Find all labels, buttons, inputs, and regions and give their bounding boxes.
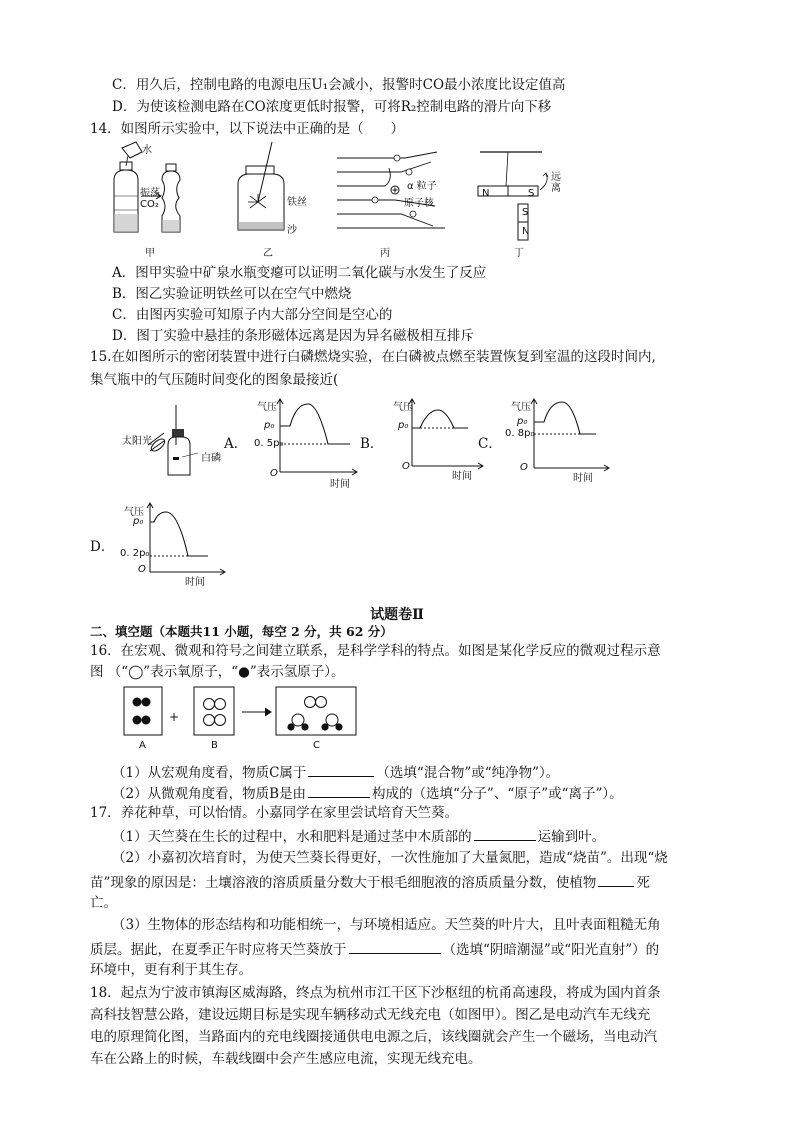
magnet-n1: N bbox=[482, 188, 490, 199]
figure-yi-iron-wire bbox=[228, 140, 318, 240]
caption-bing: 丙 bbox=[380, 248, 390, 259]
q17-blank-2[interactable] bbox=[598, 872, 634, 887]
magnet-s1: S bbox=[528, 188, 535, 199]
label-iron: 铁丝 bbox=[287, 197, 307, 208]
graph-c-p0: p₀ bbox=[517, 416, 528, 427]
q16-subq-1 bbox=[112, 762, 559, 782]
q16-blank-1[interactable] bbox=[308, 762, 374, 777]
graph-a-xlabel: 时间 bbox=[330, 479, 350, 490]
q16-blank-2[interactable] bbox=[308, 783, 370, 798]
q13-option-c: C．用久后，控制电路的电源电压U₁会减小，报警时CO最小浓度比设定值高 bbox=[112, 77, 566, 93]
q15-option-a-label: A． bbox=[224, 436, 248, 452]
caption-jia: 甲 bbox=[145, 248, 155, 259]
q15-option-d-label: D． bbox=[90, 539, 115, 555]
q15-stem-1: 15.在如图所示的密闭装置中进行白磷燃烧实验，在白磷被点燃至装置恢复到室温的这段时间内, bbox=[90, 349, 656, 365]
graph-d-xlabel: 时间 bbox=[185, 577, 205, 588]
q16-subq-2-text-a: （2）从微观角度看，物质B是由 bbox=[112, 786, 307, 802]
part2-title: 试题卷Ⅱ bbox=[370, 607, 424, 623]
label-alpha: α 粒子 bbox=[407, 181, 437, 192]
q14-option-d: D．图丁实验中悬挂的条形磁体远离是因为异名磁极相互排斥 bbox=[112, 328, 474, 344]
q17-subq-2-line2 bbox=[90, 872, 650, 892]
q16-plus: + bbox=[169, 710, 180, 724]
q17-subq-1-text-a: （1）天竺葵在生长的过程中，水和肥料是通过茎中木质部的 bbox=[112, 829, 472, 845]
magnet-s2: S bbox=[522, 207, 529, 218]
graph-a-origin: O bbox=[270, 468, 278, 479]
q18-line-3: 电的原理简化图，当路面内的充电线圈接通供电电源之后，该线圈就会产生一个磁场，当电动汽 bbox=[90, 1029, 657, 1045]
q16-subq-2-text-b: 构成的（选填“分子”、“原子”或“离子”）。 bbox=[372, 786, 623, 802]
q17-blank-3[interactable] bbox=[349, 939, 441, 954]
caption-ding: 丁 bbox=[514, 248, 524, 259]
part2-header: 二、填空题（本题共11 小题，每空 2 分，共 62 分） bbox=[90, 624, 393, 639]
graph-a-p0: p₀ bbox=[264, 420, 275, 431]
graph-c-xlabel: 时间 bbox=[573, 473, 593, 484]
q17-subq-2-line3: 亡。 bbox=[90, 895, 117, 911]
graph-b-p0: p₀ bbox=[398, 420, 409, 431]
graph-c-origin: O bbox=[520, 462, 528, 473]
q16-stem-2: 图 （“◯”表示氧原子，“●”表示氢原子）。 bbox=[90, 664, 345, 680]
caption-yi: 乙 bbox=[263, 248, 273, 259]
graph-a-end-value: 0. 5p₀ bbox=[254, 438, 284, 449]
label-sunlight: 太阳光 bbox=[122, 436, 152, 447]
q15-stem-2: 集气瓶中的气压随时间变化的图象最接近( bbox=[90, 372, 339, 388]
label-water: 水 bbox=[142, 145, 152, 156]
graph-d-end-value: 0. 2p₀ bbox=[120, 548, 150, 559]
q17-subq-2-line1: （2）小嘉初次培育时，为使天竺葵长得更好，一次性施加了大量氮肥，造成“烧苗”。出现“烧 bbox=[112, 850, 668, 866]
q16-stem-1: 16．在宏观、微观和符号之间建立联系，是科学学科的特点。如图是某化学反应的微观过程示意 bbox=[90, 643, 661, 659]
q16-label-b: B bbox=[211, 740, 218, 751]
q14-stem: 14．如图所示实验中，以下说法中正确的是（ ） bbox=[90, 121, 405, 137]
graph-d-p0: p₀ bbox=[133, 516, 144, 527]
graph-d-origin: O bbox=[138, 564, 146, 575]
q15-option-b-label: B． bbox=[360, 436, 384, 452]
q14-option-a: A．图甲实验中矿泉水瓶变瘪可以证明二氧化碳与水发生了反应 bbox=[112, 265, 487, 281]
q17-subq-3-text-b: 质层。据此，在夏季正午时应将天竺葵放于 bbox=[90, 942, 347, 958]
graph-b-origin: O bbox=[402, 461, 410, 472]
label-nucleus: 原子核 bbox=[404, 198, 434, 209]
q16-label-a: A bbox=[139, 740, 146, 751]
label-co2: CO₂ bbox=[140, 199, 159, 210]
q13-option-d: D．为使该检测电路在CO浓度更低时报警，可将R₂控制电路的滑片向下移 bbox=[112, 99, 552, 115]
q17-subq-2-text-c: 死 bbox=[636, 875, 650, 891]
q16-subq-1-text-a: （1）从宏观角度看，物质C属于 bbox=[112, 765, 307, 781]
q17-subq-1 bbox=[112, 826, 605, 846]
q17-subq-2-text-b: 苗”现象的原因是：土壤溶液的溶质质量分数大于根毛细胞液的溶质质量分数，使植物 bbox=[90, 875, 597, 891]
q14-option-c: C．由图丙实验可知原子内大部分空间是空心的 bbox=[112, 307, 393, 323]
q17-subq-1-text-b: 运输到叶。 bbox=[537, 829, 606, 845]
label-sand: 沙 bbox=[287, 225, 297, 236]
q15-apparatus bbox=[146, 405, 226, 485]
graph-d-ylabel: 气压 bbox=[124, 507, 144, 518]
magnet-n2: N bbox=[522, 226, 530, 237]
graph-c-ylabel: 气压 bbox=[511, 402, 531, 413]
label-white-phosphorus: 白磷 bbox=[201, 453, 221, 464]
q17-stem: 17．养花种草，可以怡情。小嘉同学在家里尝试培育天竺葵。 bbox=[90, 805, 459, 821]
q18-line-4: 车在公路上的时候，车载线圈中会产生感应电流，实现无线充电。 bbox=[90, 1051, 482, 1067]
q17-subq-3-line2 bbox=[90, 939, 659, 959]
label-shake: 振荡 bbox=[140, 188, 160, 199]
q17-subq-3-text-c: （选填“阴暗潮湿”或“阳光直射”）的 bbox=[442, 942, 660, 958]
graph-b-ylabel: 气压 bbox=[393, 402, 413, 413]
graph-a-ylabel: 气压 bbox=[257, 402, 277, 413]
q17-subq-3-line1: （3）生物体的形态结构和功能相统一，与环境相适应。天竺葵的叶片大，且叶表面粗糙无角 bbox=[112, 917, 661, 933]
q18-line-2: 高科技智慧公路，建设远期目标是实现车辆移动式无线充电（如图甲）。图乙是电动汽车无线充 bbox=[90, 1007, 651, 1023]
q16-molecule-diagram bbox=[110, 684, 370, 754]
graph-b-xlabel: 时间 bbox=[452, 471, 472, 482]
q17-subq-3-line3: 环境中，更有利于其生存。 bbox=[90, 962, 252, 978]
graph-c-end-value: 0. 8p₀ bbox=[505, 428, 535, 439]
q15-option-c-label: C． bbox=[478, 436, 502, 452]
q14-option-b: B．图乙实验证明铁丝可以在空气中燃烧 bbox=[112, 286, 352, 302]
figure-bing-alpha-scattering bbox=[335, 150, 465, 240]
label-away: 远离 bbox=[551, 172, 561, 194]
q16-subq-1-text-b: （选填“混合物”或“纯净物”）。 bbox=[376, 765, 560, 781]
q18-line-1: 18．起点为宁波市镇海区威海路，终点为杭州市江干区下沙枢纽的杭甬高速段，将成为国内首条 bbox=[90, 985, 661, 1001]
q16-label-c: C bbox=[313, 740, 320, 751]
q16-subq-2 bbox=[112, 783, 623, 803]
q17-blank-1[interactable] bbox=[474, 826, 536, 841]
